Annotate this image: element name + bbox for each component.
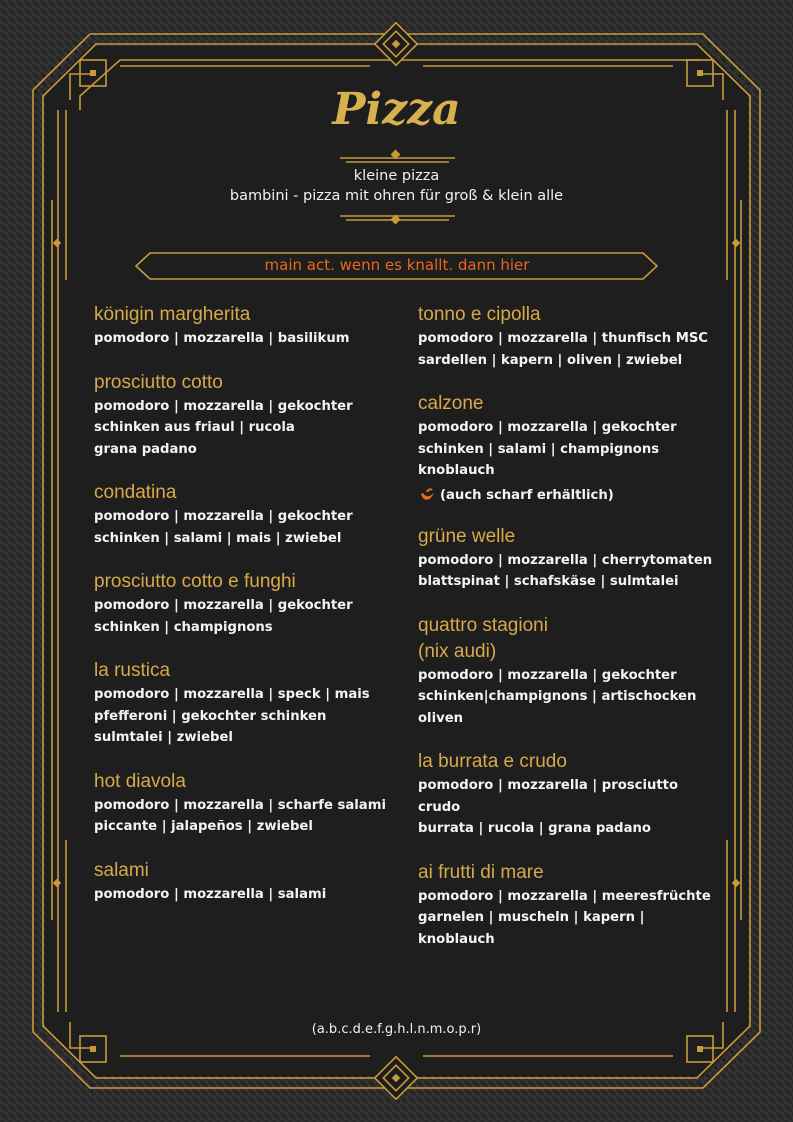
item-ingredients: oliven (418, 710, 464, 726)
item-ingredients: schinken | champignons (94, 619, 273, 635)
item-ingredients: schinken | salami | mais | zwiebel (94, 530, 342, 546)
item-ingredients: knoblauch (418, 463, 495, 478)
banner-text: main act. wenn es knallt. dann hier (264, 256, 530, 274)
menu-item (418, 524, 718, 593)
subtitle-line-1: kleine pizza (353, 168, 440, 184)
item-name: quattro stagioni (nix audi) (418, 614, 548, 662)
item-ingredients: pomodoro | mozzarella | gekochter (418, 667, 677, 683)
item-ingredients: pomodoro | mozzarella | basilikum (94, 331, 350, 346)
item-name: calzone (418, 393, 484, 414)
menu-item (418, 391, 718, 504)
item-ingredients: pomodoro | mozzarella | gekochter (94, 398, 353, 414)
item-ingredients: schinken aus friaul | rucola (94, 420, 295, 435)
spicy-note (418, 488, 718, 504)
menu-column-right (418, 302, 718, 970)
item-ingredients: pomodoro | mozzarella | cherrytomaten (418, 552, 713, 568)
item-name: condatina (94, 482, 177, 503)
allergen-footer: (a.b.c.d.e.f.g.h.l.n.m.o.p.r) (311, 1022, 482, 1037)
item-name: la rustica (94, 660, 171, 681)
item-ingredients: piccante | jalapeños | zwiebel (94, 819, 313, 834)
item-ingredients: burrata | rucola | grana padano (418, 821, 651, 836)
item-name: prosciutto cotto (94, 371, 223, 393)
menu-item (94, 858, 394, 906)
menu-item (94, 658, 394, 749)
menu-item (94, 769, 394, 838)
item-ingredients: grana padano (94, 441, 197, 457)
menu-item (94, 569, 394, 638)
item-ingredients: pfefferoni | gekochter schinken (94, 708, 327, 724)
item-ingredients: blattspinat | schafskäse | sulmtalei (418, 574, 679, 589)
item-name: grüne welle (418, 525, 516, 547)
item-ingredients: pomodoro | mozzarella | salami (94, 886, 327, 902)
item-name: la burrata e crudo (418, 751, 567, 772)
page-title: Pizza (332, 84, 461, 135)
menu-item (418, 860, 718, 951)
menu-item (418, 749, 718, 840)
item-name: königin margherita (94, 304, 251, 325)
item-ingredients: schinken | salami | champignons (418, 441, 660, 457)
item-ingredients: sardellen | kapern | oliven | zwiebel (418, 352, 683, 368)
chili-icon (418, 488, 436, 504)
menu-item (94, 480, 394, 549)
item-name: ai frutti di mare (418, 861, 544, 883)
item-ingredients: pomodoro | mozzarella | gekochter (94, 509, 353, 524)
item-name: salami (94, 859, 149, 881)
menu-item (94, 302, 394, 350)
item-ingredients: pomodoro | mozzarella | prosciutto crudo (418, 778, 679, 815)
item-ingredients: pomodoro | mozzarella | thunfisch MSC (418, 331, 708, 346)
spicy-note-text: (auch scharf erhältlich) (440, 488, 614, 503)
menu-item (418, 613, 718, 730)
item-name: hot diavola (94, 770, 186, 792)
item-ingredients: sulmtalei | zwiebel (94, 730, 233, 745)
menu-item (94, 370, 394, 461)
item-ingredients: pomodoro | mozzarella | meeresfrüchte (418, 888, 711, 904)
item-ingredients: pomodoro | mozzarella | scharfe salami (94, 797, 386, 813)
item-ingredients: pomodoro | mozzarella | gekochter (418, 420, 677, 435)
menu-column-left (94, 302, 394, 925)
item-name: prosciutto cotto e funghi (94, 571, 296, 592)
item-ingredients: schinken|champignons | artischocken (418, 689, 697, 704)
item-ingredients: pomodoro | mozzarella | speck | mais (94, 687, 370, 702)
item-name: tonno e cipolla (418, 304, 541, 325)
item-ingredients: garnelen | muscheln | kapern | knoblauch (418, 910, 645, 947)
menu-item (418, 302, 718, 371)
item-ingredients: pomodoro | mozzarella | gekochter (94, 598, 353, 613)
subtitle-line-2: bambini - pizza mit ohren für groß & klein alle (229, 188, 564, 204)
